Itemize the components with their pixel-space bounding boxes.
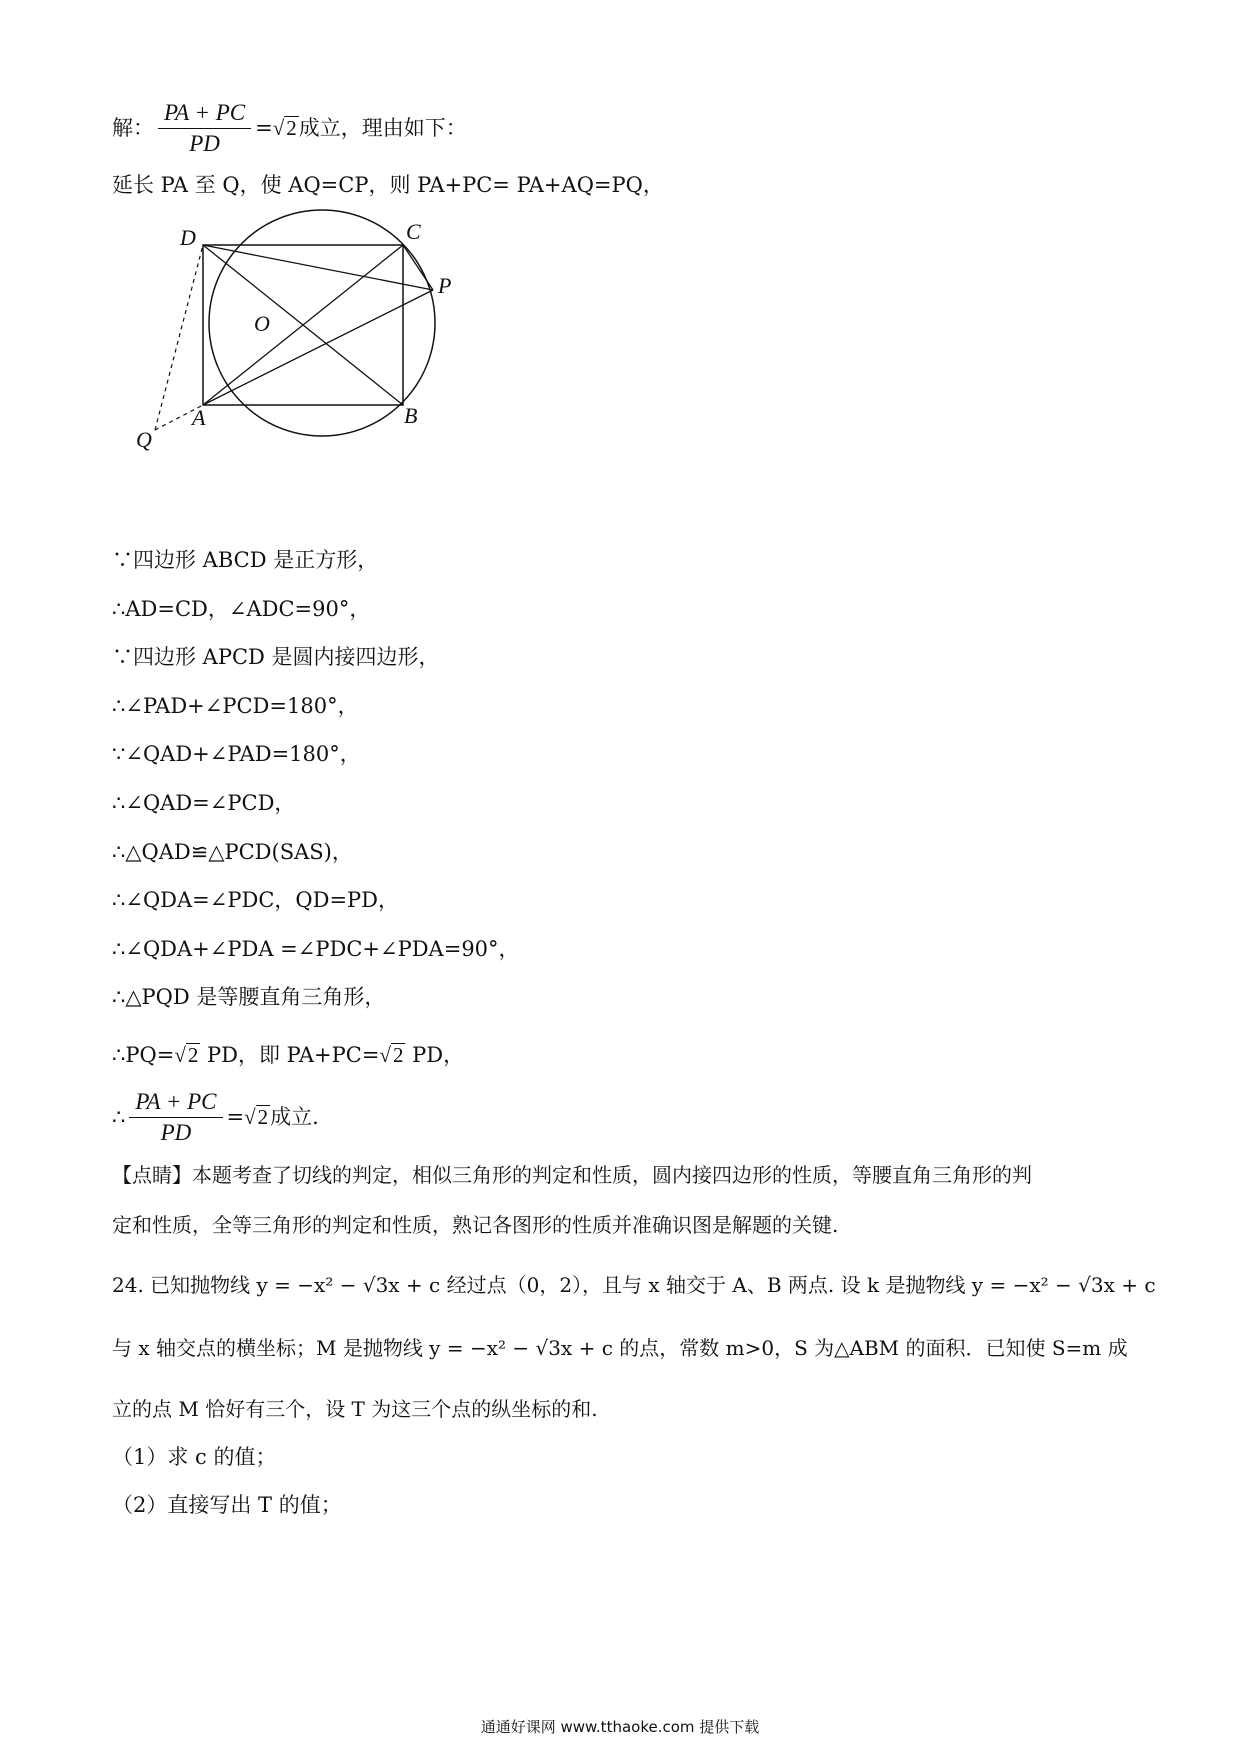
label-d: D [180, 225, 196, 250]
proof-step: ∴∠QDA=∠PDC，QD=PD， [112, 888, 400, 913]
construction-line: 延长 PA 至 Q，使 AQ=CP，则 PA+PC= PA+AQ=PQ， [112, 173, 664, 197]
intro-prefix: 解： [112, 116, 154, 140]
proof-step: ∵∠QAD+∠PAD=180°， [112, 742, 361, 767]
label-b: B [404, 403, 418, 428]
problem24-line-1: 24. 已知抛物线 y = −x² − √3x + c 经过点（0，2），且与 x 轴交于 A、B 两点. 设 k 是抛物线 y = −x² − √3x + c [112, 1273, 1156, 1297]
label-a: A [192, 405, 206, 430]
label-p: P [438, 273, 452, 298]
conclusion-line: ∴ $\frac{PA + PC}{PD}$ = √2 成立. [112, 1088, 319, 1145]
proof-step: ∴△PQD 是等腰直角三角形， [112, 985, 386, 1010]
proof-step: ∴AD=CD，∠ADC=90°， [112, 596, 371, 621]
segment-qd-dashed [155, 245, 203, 430]
problem24-line-2: 与 x 轴交点的横坐标；M 是抛物线 y = −x² − √3x + c 的点，常数 m>0，S 为△ABM 的面积．已知使 S=m 成 [112, 1336, 1128, 1360]
comment-line-2: 定和性质，全等三角形的判定和性质，熟记各图形的性质并准确识图是解题的关键. [112, 1213, 839, 1237]
intro-suffix: 成立，理由如下： [298, 116, 467, 140]
problem24-q1: （1）求 c 的值； [112, 1445, 277, 1469]
sqrt-2: √2 [272, 116, 297, 140]
segment-cp [403, 245, 433, 290]
fraction-pa-pc-over-pd: $\frac{PA + PC}{PD}$ [129, 1089, 222, 1146]
circumcircle [209, 210, 435, 436]
footer-watermark: 通通好课网 www.tthaoke.com 提供下载 [480, 1718, 760, 1736]
proof-step: ∴∠QAD=∠PCD， [112, 791, 296, 815]
problem24-line-3: 立的点 M 恰好有三个，设 T 为这三个点的纵坐标的和. [112, 1397, 598, 1421]
label-o: O [254, 311, 270, 336]
sqrt-2: √2 [244, 1105, 269, 1129]
proof-step: ∴△QAD≌△PCD(SAS)， [112, 839, 353, 864]
sqrt-2: √2 [379, 1043, 404, 1067]
segment-ap [203, 290, 433, 405]
solution-intro [112, 98, 467, 158]
proof-step: ∴∠PAD+∠PCD=180°， [112, 693, 359, 718]
fraction-pa-pc-over-pd [158, 100, 251, 157]
proof-step: ∴∠QDA+∠PDA =∠PDC+∠PDA=90°， [112, 936, 520, 961]
segment-dp [203, 245, 433, 290]
sqrt-2: √2 [174, 1043, 199, 1067]
proof-step: ∵四边形 APCD 是圆内接四边形， [112, 645, 440, 670]
fraction-numerator: PA + PC [158, 100, 251, 129]
pq-line: ∴PQ=√2 PD，即 PA+PC=√2 PD， [112, 1040, 464, 1070]
fraction-denominator: PD [189, 130, 220, 156]
label-q: Q [136, 427, 152, 452]
geometry-figure [136, 219, 480, 495]
comment-line-1: 【点睛】本题考查了切线的判定，相似三角形的判定和性质，圆内接四边形的性质，等腰直角三角形的判 [112, 1163, 1032, 1187]
intro-equals: = [255, 116, 273, 140]
label-c: C [406, 219, 421, 244]
problem24-q2: （2）直接写出 T 的值； [112, 1493, 342, 1517]
proof-step: ∵四边形 ABCD 是正方形， [112, 548, 379, 572]
